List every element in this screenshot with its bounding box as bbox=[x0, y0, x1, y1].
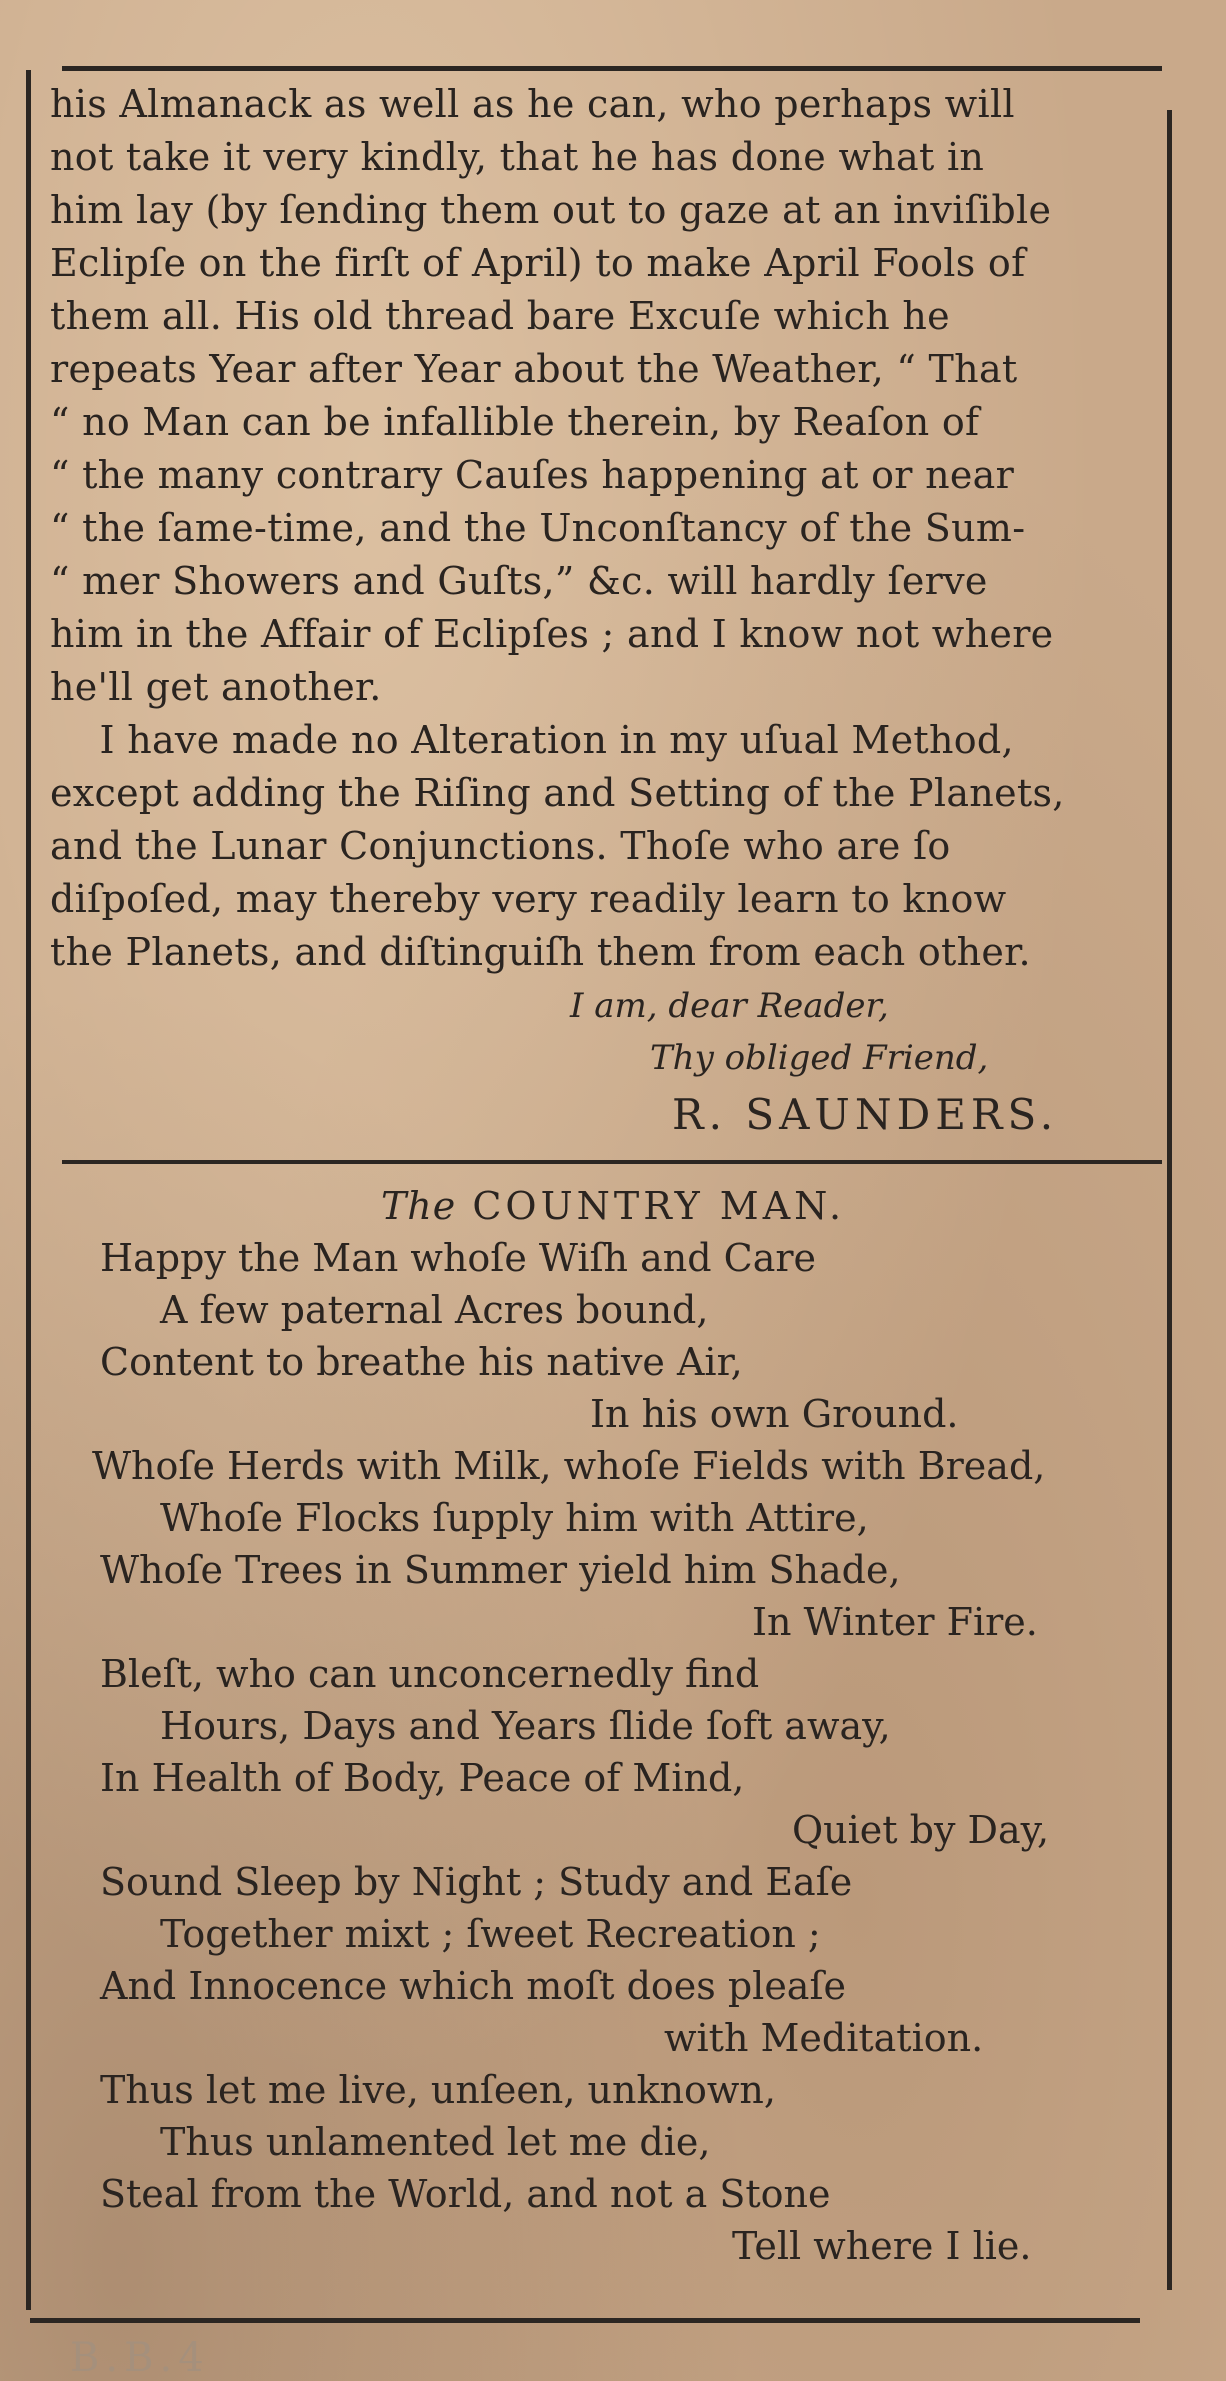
poem-line: Whoſe Flocks ſupply him with Attire, bbox=[160, 1496, 869, 1540]
preface-text bbox=[50, 78, 1150, 979]
prose-line: “ mer Showers and Guſts,” &c. will hardly ſerve bbox=[50, 559, 988, 603]
poem-line: Tell where I lie. bbox=[732, 2224, 1032, 2268]
poem-line: Together mixt ; ſweet Recreation ; bbox=[160, 1912, 821, 1956]
poem-line: Whoſe Herds with Milk, whoſe Fields with Bread, bbox=[92, 1444, 1046, 1488]
poem-line: Quiet by Day, bbox=[792, 1808, 1050, 1852]
poem-line: Content to breathe his native Air, bbox=[100, 1340, 743, 1384]
poem-line: And Innocence which moſt does pleaſe bbox=[100, 1964, 847, 2008]
section-divider-rule bbox=[62, 1160, 1162, 1164]
poem-line: Sound Sleep by Night ; Study and Eaſe bbox=[100, 1860, 853, 1904]
prose-line: “ no Man can be infallible therein, by Reaſon of bbox=[50, 400, 980, 444]
poem-line: Thus let me live, unſeen, unknown, bbox=[100, 2068, 776, 2112]
prose-line: he'll get another. bbox=[50, 665, 382, 709]
library-stamp: B.B.4 bbox=[70, 2335, 210, 2381]
prose-line: I have made no Alteration in my uſual Method, bbox=[50, 718, 1014, 762]
prose-line: Eclipſe on the firſt of April) to make April Fools of bbox=[50, 241, 1026, 285]
poem-line: Whoſe Trees in Summer yield him Shade, bbox=[100, 1548, 901, 1592]
poem-line: In Winter Fire. bbox=[752, 1600, 1038, 1644]
bottom-border-rule bbox=[30, 2318, 1140, 2323]
poem-line: with Meditation. bbox=[664, 2016, 984, 2060]
prose-line: except adding the Riſing and Setting of the Planets, bbox=[50, 771, 1065, 815]
poem-line: Happy the Man whoſe Wiſh and Care bbox=[100, 1236, 817, 1280]
poem-title bbox=[0, 1184, 1226, 1228]
prose-line: not take it very kindly, that he has done what in bbox=[50, 135, 985, 179]
top-border-rule bbox=[62, 66, 1162, 71]
prose-line: “ the ſame-time, and the Unconſtancy of the Sum- bbox=[50, 506, 1026, 550]
poem-line: A few paternal Acres bound, bbox=[160, 1288, 709, 1332]
prose-line: repeats Year after Year about the Weather, “ That bbox=[50, 347, 1018, 391]
poem-line: Steal from the World, and not a Stone bbox=[100, 2172, 831, 2216]
poem-line: In Health of Body, Peace of Mind, bbox=[100, 1756, 745, 1800]
signature-friend: Thy obliged Friend, bbox=[650, 1038, 989, 1078]
poem-line: In his own Ground. bbox=[590, 1392, 959, 1436]
poem-line: Thus unlamented let me die, bbox=[160, 2120, 711, 2164]
poem-title-article: The bbox=[380, 1184, 457, 1228]
prose-line: him in the Affair of Eclipſes ; and I know not where bbox=[50, 612, 1054, 656]
signature-name: R. SAUNDERS. bbox=[672, 1090, 1059, 1139]
signature-closing: I am, dear Reader, bbox=[570, 986, 889, 1026]
prose-line: the Planets, and diſtinguiſh them from each other. bbox=[50, 930, 1031, 974]
poem-line: Bleſt, who can unconcernedly find bbox=[100, 1652, 760, 1696]
prose-line: “ the many contrary Cauſes happening at or near bbox=[50, 453, 1015, 497]
prose-line: his Almanack as well as he can, who perhaps will bbox=[50, 82, 1015, 126]
prose-line: them all. His old thread bare Excuſe which he bbox=[50, 294, 950, 338]
poem-line: Hours, Days and Years ſlide ſoft away, bbox=[160, 1704, 891, 1748]
prose-line: diſpoſed, may thereby very readily learn to know bbox=[50, 877, 1007, 921]
prose-line: and the Lunar Conjunctions. Thoſe who are ſo bbox=[50, 824, 951, 868]
prose-line: him lay (by ſending them out to gaze at an inviſible bbox=[50, 188, 1052, 232]
poem-title-main: COUNTRY MAN. bbox=[472, 1184, 846, 1228]
